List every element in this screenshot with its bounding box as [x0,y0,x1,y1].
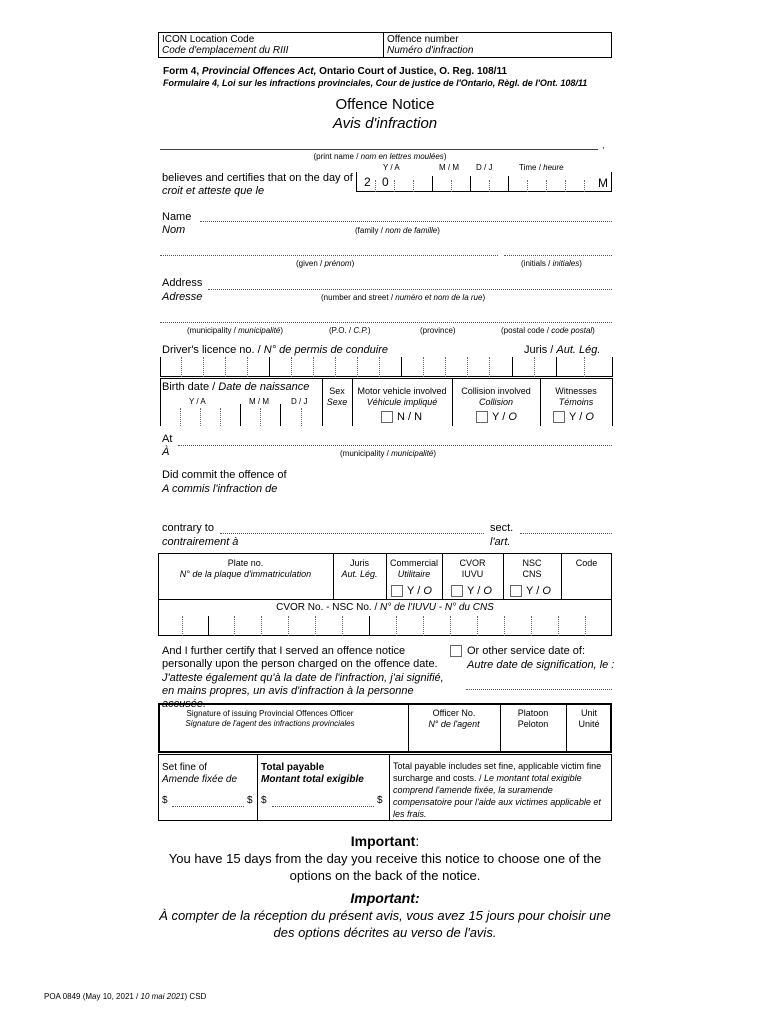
given-name-caption: (given / prénom) [296,259,355,268]
meridiem-label: M [598,176,608,190]
contrary-line [220,533,484,534]
icon-location-code-input[interactable] [300,36,380,54]
officer-number-input[interactable] [412,732,496,749]
set-fine-input[interactable] [172,792,244,806]
family-name-line [200,221,612,222]
offence-label-fr: A commis l'infraction de [162,483,278,495]
plate-juris-label: Juris [349,558,369,568]
certify-text-en: believes and certifies that on the day of [162,172,353,184]
set-fine-label: Set fine of [162,762,208,773]
vehicle-involved-label: Motor vehicle involved [357,386,447,396]
section-label: sect. [490,522,514,534]
form-reference-en: Form 4, Provincial Offences Act, Ontario Court of Justice, O. Reg. 108/11 [163,66,508,77]
family-name-input[interactable] [200,207,612,221]
po-caption: (P.O. / C.P.) [329,326,371,335]
officer-name-input[interactable] [160,134,598,149]
nsc-label-fr: CNS [522,569,542,579]
at-label-fr: À [162,446,170,458]
service-text-fr: J'atteste également qu'à la date de l'infraction, j'ai signifié, en mains propres, un avis d'infraction à la personne accusée. [162,672,444,710]
nsc-label: NSC [522,558,542,568]
set-fine-label-fr: Amende fixée de [162,774,238,785]
form-reference-fr: Formulaire 4, Loi sur les infractions provinciales, Cour de justice de l'Ontario, Règl. de l'Ont. 108/11 [163,78,588,88]
other-service-date-label: Or other service date of: [467,645,585,657]
birth-month-caption: M / M [249,397,269,406]
street-line [208,289,612,290]
initials-caption: (initials / initiales) [521,259,582,268]
offence-number-label: Offence number [387,34,459,45]
month-caption: M / M [439,163,459,172]
officer-number-label: Officer No. [432,708,476,718]
licence-juris-label: Juris / Aut. Lég. [524,344,601,356]
officer-name-comma: , [602,140,605,150]
commercial-label-fr: Utilitaire [397,569,431,579]
contrary-label-fr: contrairement à [162,536,239,548]
offence-number-input[interactable] [490,36,608,54]
set-fine-line [172,806,244,807]
important-text-en: You have 15 days from the day you receive this notice to choose one of the options on the back of the notice. [168,851,602,883]
year-caption: Y / A [383,163,400,172]
cvor-checkbox[interactable] [451,585,463,597]
plate-number-input[interactable] [162,582,330,597]
contrary-to-input[interactable] [220,519,484,533]
sex-label-fr: Sexe [326,397,348,407]
nsc-option: Y / O [526,585,551,597]
section-label-fr: l'art. [490,536,511,548]
po-input[interactable] [322,308,392,322]
signature-label-fr: Signature de l'agent des infractions provinciales [185,719,355,728]
street-input[interactable] [208,275,612,289]
form-code-footer: POA 0849 (May 10, 2021 / 10 mai 2021) CSD [44,992,207,1001]
offence-date-input[interactable] [396,176,506,191]
vehicle-involved-option: N / N [397,411,423,423]
other-service-date-input[interactable] [466,674,612,689]
province-input[interactable] [400,308,490,322]
province-caption: (province) [420,326,456,335]
witnesses-checkbox[interactable] [553,411,565,423]
officer-name-caption: (print name / nom en lettres moulées) [313,152,447,161]
other-service-date-checkbox[interactable] [450,645,462,657]
code-input[interactable] [564,582,609,597]
total-payable-input[interactable] [272,792,374,806]
total-payable-line [272,806,374,807]
collision-involved-checkbox[interactable] [476,411,488,423]
offence-description-input[interactable] [162,498,612,516]
postal-code-input[interactable] [496,308,612,322]
unit-label-fr: Unité [578,719,600,729]
municipality-input[interactable] [160,308,320,322]
witnesses-label-fr: Témoins [558,397,594,407]
total-payable-dollar-right: $ [377,795,383,806]
postal-code-caption: (postal code / code postal) [501,326,595,335]
at-location-input[interactable] [178,431,612,445]
initials-input[interactable] [504,241,612,255]
given-name-input[interactable] [160,241,498,255]
licence-label: Driver's licence no. / N° de permis de conduire [162,344,388,356]
witnesses-label: Witnesses [555,386,597,396]
officer-name-line [160,149,598,150]
year-digit-0: 0 [382,175,389,189]
year-digit-2: 2 [364,175,371,189]
name-label-fr: Nom [162,224,186,236]
other-service-date-line [466,689,612,690]
cvor-number-input[interactable] [162,618,608,634]
plate-juris-label-fr: Aut. Lég. [341,569,378,579]
icon-location-code-label-fr: Code d'emplacement du RIII [162,45,289,56]
other-service-date-label-fr: Autre date de signification, le : [467,659,615,671]
day-caption: D / J [476,163,493,172]
code-label: Code [575,558,598,568]
birth-date-label: Birth date / Date de naissance [162,381,310,393]
address-label-fr: Adresse [162,291,203,303]
cvor-option: Y / O [467,585,492,597]
street-caption: (number and street / numéro et nom de la rue) [321,293,486,302]
commercial-label: Commercial [389,558,438,568]
service-text-en: And I further certify that I served an offence notice personally upon the person charged on the offence date. [162,645,438,670]
sex-input[interactable] [326,410,348,424]
initials-line [504,255,612,256]
officer-signature-input[interactable] [162,732,404,749]
important-heading-fr: Important: [350,890,420,906]
platoon-label: Platoon [517,708,549,718]
cvor-number-label: CVOR No. - NSC No. / N° de l'IUVU - N° du CNS [276,602,494,613]
unit-label: Unit [580,708,597,718]
commercial-checkbox[interactable] [391,585,403,597]
at-label: At [162,433,173,445]
municipality-line [160,322,612,323]
section-input[interactable] [520,519,612,533]
platoon-label-fr: Peloton [517,719,549,729]
address-label: Address [162,277,203,289]
collision-involved-option: Y / O [492,411,517,423]
licence-number-input[interactable] [162,360,552,375]
collision-involved-label: Collision involved [461,386,531,396]
total-payable-note: Total payable includes set fine, applicable victim fine surcharge and costs. / Le montant total exigible comprend l'amende fixée, la suramende compensatoire pour l'aide aux victimes applicable et les frais. [393,761,602,819]
collision-involved-label-fr: Collision [478,397,513,407]
unit-input[interactable] [570,732,608,749]
birth-date-input[interactable] [162,408,320,424]
cvor-label-fr: IUVU [461,569,484,579]
set-fine-dollar: $ [162,795,168,806]
cvor-label: CVOR [459,558,486,568]
at-municipality-caption: (municipality / municipalité) [340,449,437,458]
name-label: Name [162,211,192,223]
vehicle-involved-checkbox[interactable] [381,411,393,423]
signature-label: Signature of issuing Provincial Offences Officer [186,709,354,718]
page-title-fr: Avis d'infraction [332,115,438,132]
vehicle-involved-label-fr: Véhicule impliqué [366,397,438,407]
certify-text-fr: croit et atteste que le [162,185,265,197]
offence-number-label-fr: Numéro d'infraction [387,45,474,56]
set-fine-dollar-right: $ [247,795,253,806]
icon-location-code-label: ICON Location Code [162,34,255,45]
important-heading-en: Important: [350,833,420,849]
plate-juris-input[interactable] [337,582,383,597]
total-payable-dollar: $ [261,795,267,806]
offence-label: Did commit the offence of [162,469,287,481]
plate-label: Plate no. [227,558,264,568]
birth-day-caption: D / J [291,397,308,406]
sex-label: Sex [329,386,345,396]
plate-label-fr: N° de la plaque d'immatriculation [179,569,312,579]
important-text-fr: À compter de la réception du présent avis, vous avez 15 jours pour choisir une des options décrites au verso de l'avis. [159,908,611,940]
platoon-input[interactable] [504,732,562,749]
total-payable-label: Total payable [261,762,325,773]
witnesses-option: Y / O [569,411,594,423]
contrary-label: contrary to [162,522,214,534]
municipality-caption: (municipality / municipalité) [187,326,284,335]
at-line [178,445,612,446]
given-name-line [160,255,498,256]
total-payable-label-fr: Montant total exigible [261,774,364,785]
offence-time-input[interactable] [510,176,594,191]
section-line [520,533,612,534]
licence-juris-input[interactable] [558,360,610,375]
officer-number-label-fr: N° de l'agent [428,719,480,729]
birth-year-caption: Y / A [189,397,206,406]
commercial-option: Y / O [407,585,432,597]
time-caption: Time / heure [519,163,564,172]
family-name-caption: (family / nom de famille) [355,226,440,235]
page-title: Offence Notice [335,96,435,113]
nsc-checkbox[interactable] [510,585,522,597]
